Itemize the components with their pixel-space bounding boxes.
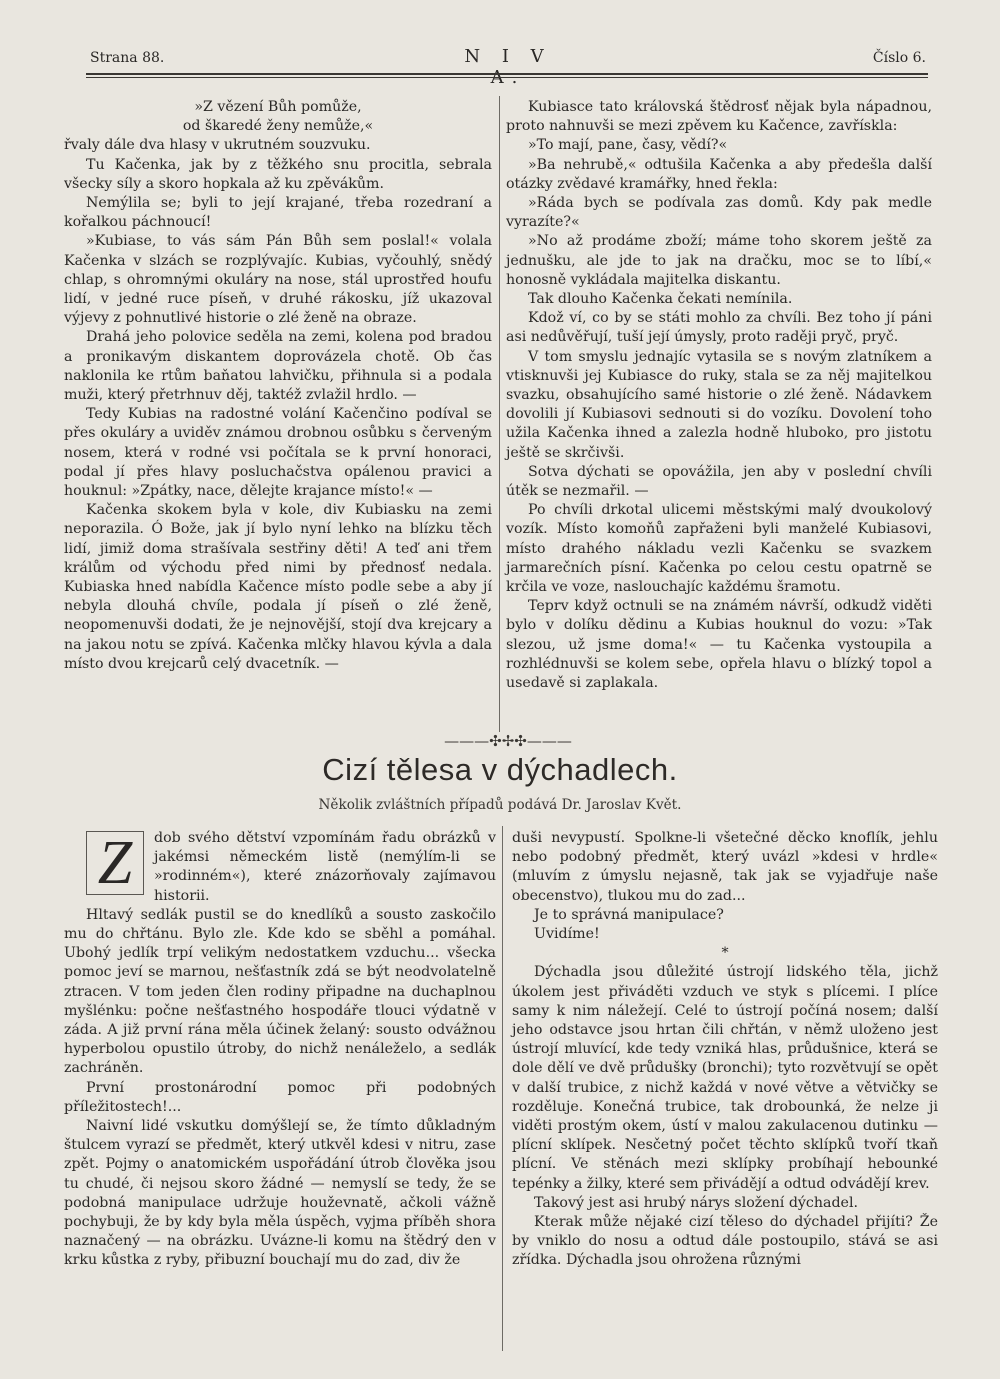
paragraph: Dýchadla jsou důležité ústrojí lidského těla, jichž úkolem jest přiváděti vzduch ve styk s plícemi. I plíce samy k nim náležejí. Celé to ústrojí počíná nosem; další jeho odstavce jsou hrtan čili chřtán, v němž uloženo jest ústrojí mluvící, kde tedy vzniká hlas, průdušnice, která se dole dělí ve dvě průdušky (bronchi); tyto rozvětvují se opět v další trubice, z nichž každá v nové větve a větvičky se rozděluje. Konečná trubice, tak drobounká, že nelze ji viděti prostým okem, ústí v malou zakulacenou dutinku — plícní sklípek. Nesčetný počet těchto sklípků tvoří tkaň plícní. Ve stěnách mezi sklípky probíhají hebounké tepénky a žilky, které sem přivádějí a odtud odvádějí krev. bbox=[512, 964, 938, 1192]
header-rule-thin bbox=[86, 77, 928, 78]
paragraph: Tu Kačenka, jak by z těžkého snu procitla, sebrala všecky síly a skoro hopkala až ku zpěvákům. bbox=[64, 156, 492, 192]
paragraph: Kačenka skokem byla v kole, div Kubiasku na zemi neporazila. Ó Bože, jak jí bylo nyní lehko na blízku těch lidí, jimiž doma strašívala sestřiny děti! A teď ani třem králům od východu před nimi by přednosť nedala. Kubiaska hned nabídla Kačence místo podle sebe a aby jí nebyla dlouhá chvíle, podala jí píseň o zlé ženě, neopomenuvši dodati, že je nejnovější, stojí dva krejcary a na jakou notu se zpívá. Kačenka mlčky hlavou kývla a dala místo dvou krejcarů celý dvacetník. — bbox=[64, 502, 492, 672]
paragraph: Tedy Kubias na radostné volání Kačenčino podíval se přes okuláry a uviděv známou drobnou osůbku s červeným nosem, která v rodné vsi počítala se k první honoraci, podal jí přes hlavy posluchačstva opálenou pravici a houknul: »Zpátky, nace, dělejte krajance místo!« — bbox=[64, 406, 492, 500]
paragraph: »No až prodáme zboží; máme toho skorem ještě za jednušku, ale jde to jak na dračku, moc se to líbí,« honosně vykládala majitelka diskantu. bbox=[506, 233, 932, 288]
paragraph: Po chvíli drkotal ulicemi městskými malý dvoukolový vozík. Místo komoňů zapřaženi byli manželé Kubiasovi, místo drahého nákladu vezli Kačenku se svazkem jarmarečních písní. Kačenka po celou cestu opatrně se krčila ve voze, naslouchajíc každému šramotu. bbox=[506, 502, 932, 596]
story-column-right bbox=[506, 98, 932, 693]
article-first-paragraph: Z dob svého dětství vzpomínám řadu obrázků v jakémsi německém listě (nemýlím-li se »rodinném«), které znázorňovaly zajímavou historii. bbox=[64, 829, 496, 906]
paragraph: Kdož ví, co by se státi mohlo za chvíli. Bez toho jí páni asi nedůvěřují, tuší její úmysly, proto raději pryč, pryč. bbox=[506, 310, 932, 346]
paragraph: duši nevypustí. Spolkne-li všetečné děcko knoflík, jehlu nebo podobný předmět, který uvázl »kdesi v hrdle« (mluvím z úmyslu nejasně, tak jak se vyjadřuje naše obecenstvo), tlukou mu do zad... bbox=[512, 830, 938, 904]
story-column-left bbox=[64, 98, 492, 674]
paragraph: Uvidíme! bbox=[534, 926, 600, 943]
article-column-left bbox=[64, 829, 496, 1271]
paragraph: od škaredé ženy nemůže,« bbox=[182, 118, 374, 135]
paragraph: »To mají, pane, časy, vědí?« bbox=[528, 137, 728, 154]
paragraph: Sotva dýchati se opovážila, jen aby v poslední chvíli útěk se nezmařil. — bbox=[506, 463, 932, 500]
paragraph: Teprv když octnuli se na známém návrší, odkudž viděti bylo v dolíku dědinu a Kubias houknul do vozu: »Tak slezou, už jsme doma!« — tu Kačenka vystoupila a rozhlédnuvši se kolem sebe, opřela hlavu o blízký topol a usedavě si zaplakala. bbox=[506, 598, 932, 692]
paragraph: Tak dlouho Kačenka čekati nemínila. bbox=[528, 291, 793, 308]
paragraph: V tom smyslu jednajíc vytasila se s novým zlatníkem a vtisknuvši jej Kubiasce do ruky, stala se za něj majitelkou svazku, obsahujícího samé historie o zlé ženě. Nádavkem dovolili jí Kubiasovi sednouti si do vozíku. Dovolení toho užila Kačenka ihned a zalezla hodně hluboko, pro jistotu ještě se skrčivši. bbox=[506, 348, 932, 461]
paragraph: Takový jest asi hrubý nárys složení dýchadel. bbox=[534, 1194, 858, 1211]
issue-number: Číslo 6. bbox=[872, 50, 926, 66]
paragraph: * bbox=[721, 945, 729, 962]
article-column-right bbox=[512, 829, 938, 1271]
paragraph: Kterak může nějaké cizí těleso do dýchadel přijíti? Že by vniklo do nosu a odtud dále postoupilo, stává se asi zřídka. Dýchadla jsou ohrožena různými bbox=[512, 1214, 938, 1269]
paragraph: První prostonárodní pomoc při podobných příležitostech!... bbox=[64, 1079, 496, 1115]
paragraph: »Ba nehrubě,« odtušila Kačenka a aby předešla další otázky zvědavé kramářky, hned řekla: bbox=[506, 156, 932, 192]
paragraph: Je to správná manipulace? bbox=[534, 906, 724, 923]
page-number: Strana 88. bbox=[90, 50, 165, 66]
page-header bbox=[86, 46, 928, 88]
paragraph: »Ráda bych se podívala zas domů. Kdy pak medle vyrazíte?« bbox=[506, 195, 932, 231]
column-divider bbox=[499, 96, 500, 732]
article-title: Cizí tělesa v dýchadlech. bbox=[322, 752, 678, 787]
paragraph: Nemýlila se; byli to její krajané, třeba rozedraní a kořalkou páchnoucí! bbox=[64, 195, 492, 231]
article-column-divider bbox=[502, 826, 503, 1351]
drop-cap: Z bbox=[86, 831, 144, 895]
paragraph: Kubiasce tato královská štědrosť nějak byla nápadnou, proto nahnuvši se mezi zpěvem ku Kačence, zavřískla: bbox=[506, 99, 932, 135]
article-byline: Několik zvláštních případů podává Dr. Jaroslav Květ. bbox=[318, 797, 682, 813]
header-rule bbox=[86, 73, 928, 75]
section-ornament: ———✣✢✣——— bbox=[444, 732, 572, 750]
paragraph: »Z vězení Bůh pomůže, bbox=[194, 99, 362, 115]
journal-title: N I V A. bbox=[464, 46, 552, 88]
paragraph: Naivní lidé vskutku domýšlejí se, že tímto důkladným štulcem vyrazí se předmět, který utkvěl kdesi v nitru, zase zpět. Pojmy o anatomickém uspořádání útrob člověka jsou tu chudé, či nejsou skoro žádné — nemyslí se tedy, že se podobná manipulace udržuje houževnatě, ačkoli vážně pochybuji, že by kdy byla měla úspěch, vyjma příběh shora naznačený — na obrázku. Uvázne-li komu na štědrý den v krku kůstka z ryby, přibuzní bouchají mu do zad, div že bbox=[64, 1118, 496, 1269]
article-left-body bbox=[64, 906, 496, 1271]
paragraph: Hltavý sedlák pustil se do knedlíků a sousto zaskočilo mu do chřtánu. Bylo zle. Kde kdo se sběhl a pomáhal. Ubohý jedlík trpí velikým nedostatkem vzduchu... všecka pomoc jeví se marnou, nešťastník zdá se být neodvolatelně ztracen. V tom jeden člen rodiny připadne na duchaplnou myšlénku: počne nešťastného hospodáře tlouci výdatně v záda. A již první rána měla účinek želaný: sousto odvážnou hyperbolou opustilo útroby, do nichž nenáleželo, a sedlák zachráněn. bbox=[64, 906, 496, 1077]
paragraph: Drahá jeho polovice seděla na zemi, kolena pod bradou a pronikavým diskantem doprovázela chotě. Ob čas naklonila ke rtům baňatou lahvičku, přihnula si a podala muži, který přetrhnuv děj, taktéž zvlažil hrdlo. — bbox=[64, 329, 492, 404]
paragraph: řvaly dále dva hlasy v ukrutném souzvuku. bbox=[64, 137, 371, 154]
paragraph: »Kubiase, to vás sám Pán Bůh sem poslal!« volala Kačenka v slzách se rozplývajíc. Kubias, vyčouhlý, snědý chlap, s ohromnými okuláry na nose, stál uprostřed houfu lidí, v jedné ruce píseň, v druhé rákosku, jíž ukazoval výjevy z pohnutlivé historie o zlé ženě na obraze. bbox=[64, 233, 492, 327]
